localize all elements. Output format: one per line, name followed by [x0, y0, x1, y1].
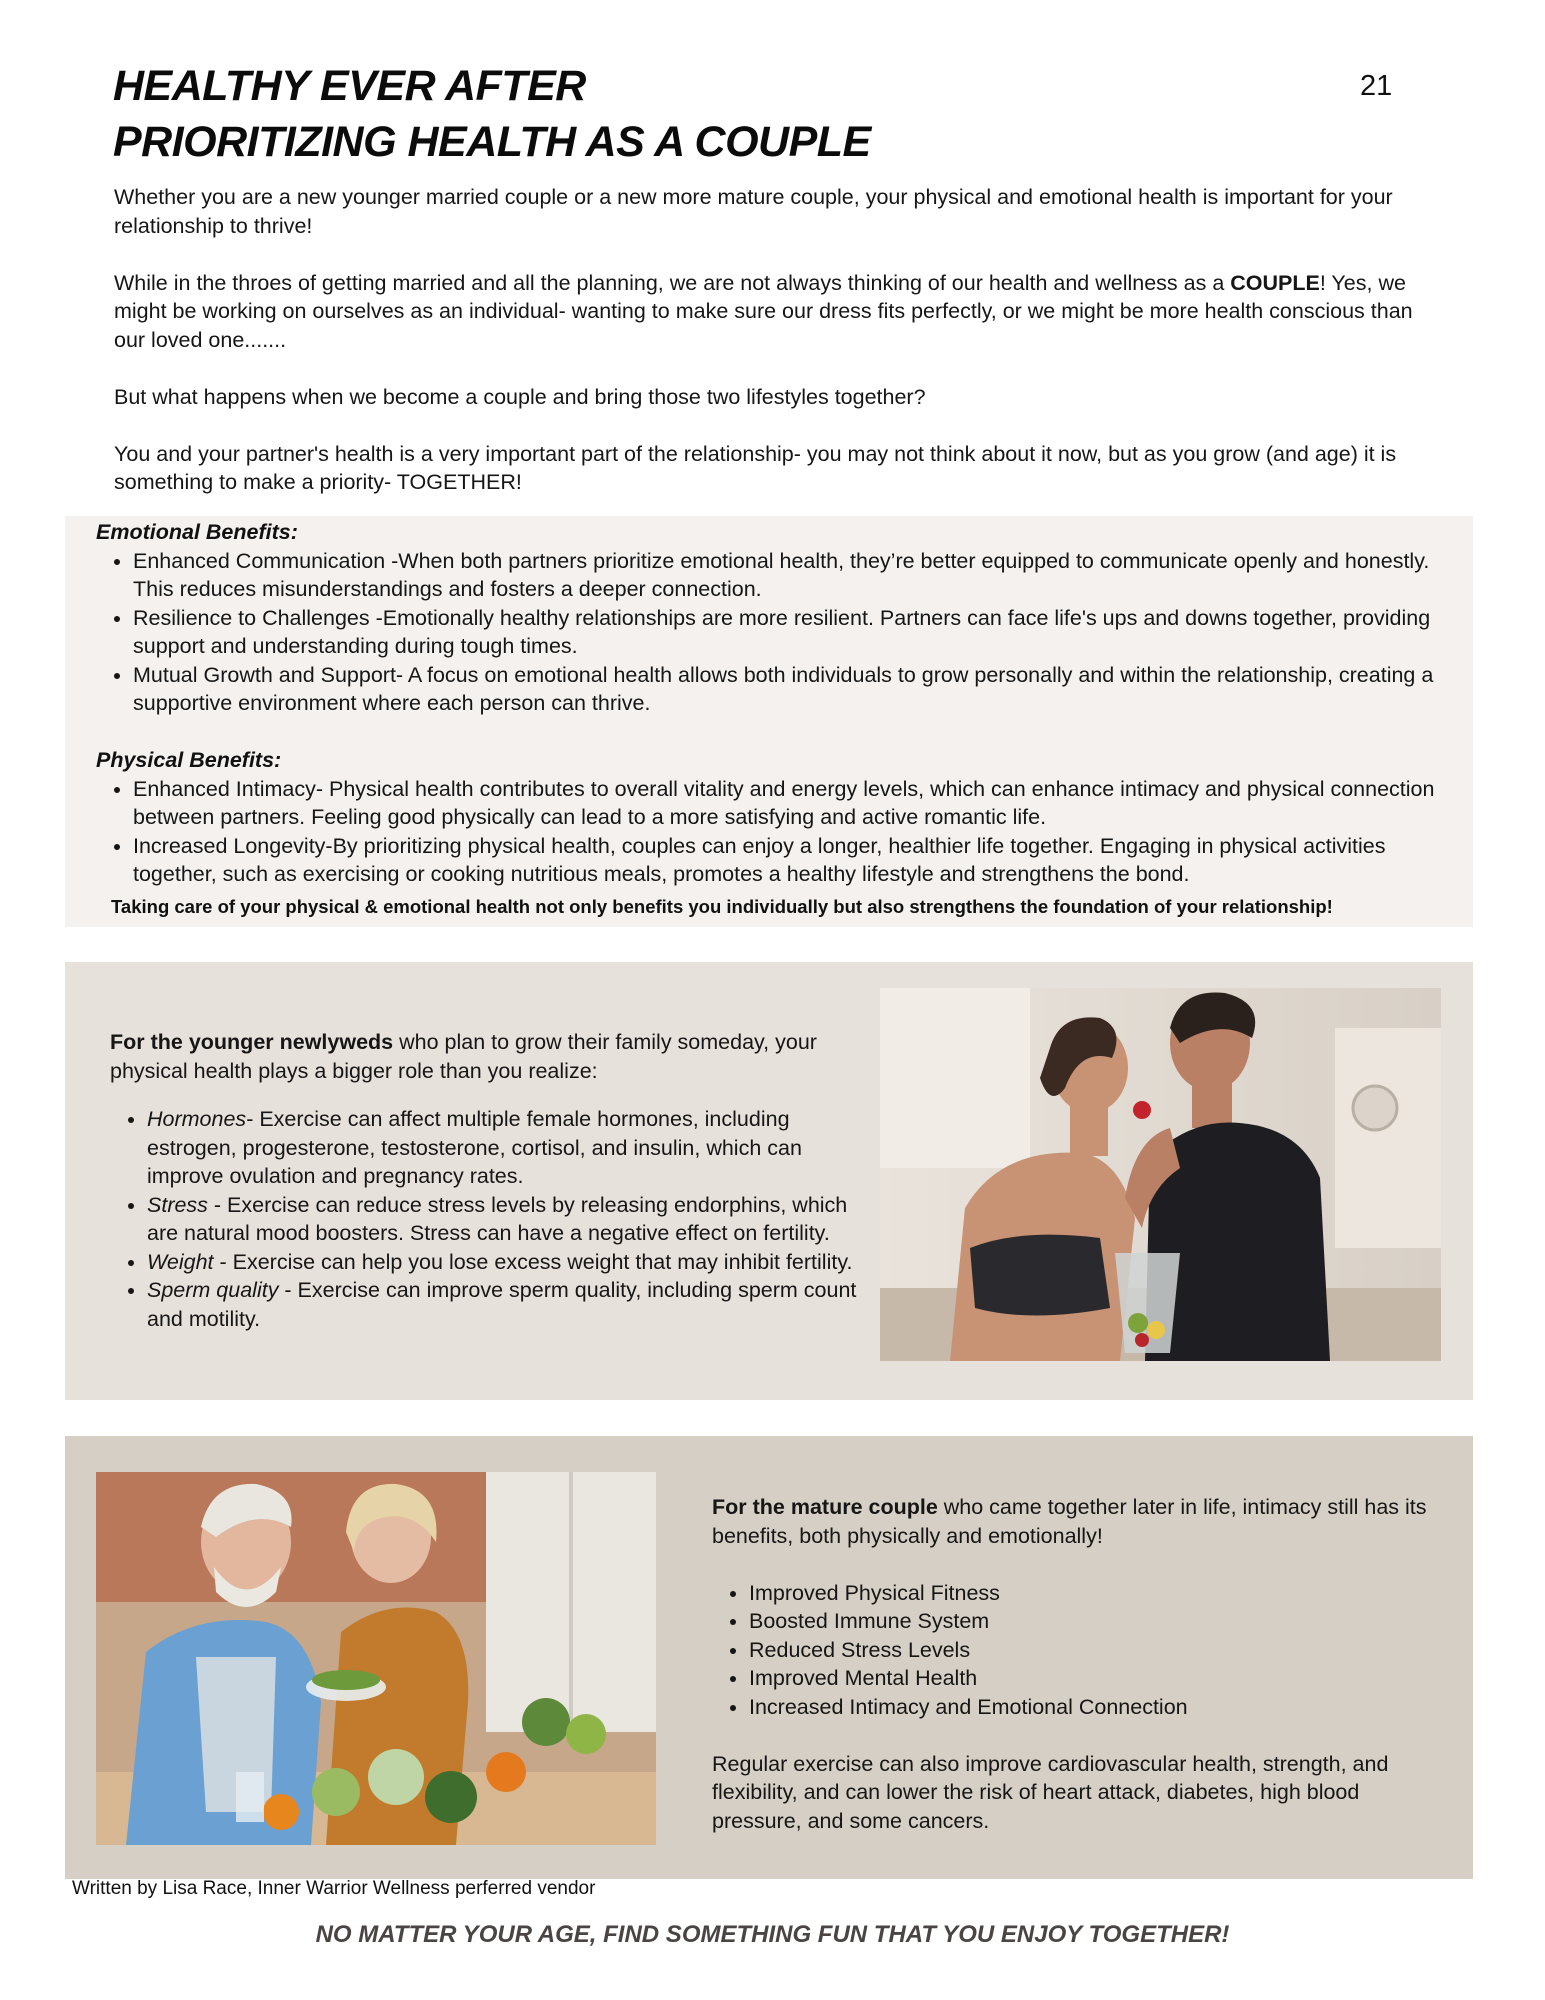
- intro-p2-bold: COUPLE: [1230, 270, 1320, 295]
- item-term: Stress: [147, 1192, 208, 1217]
- mature-outro: Regular exercise can also improve cardiovascular health, strength, and flexibility, and can lower the risk of heart attack, diabetes, high blood pressure, and some cancers.: [712, 1751, 1389, 1833]
- title-line-2: PRIORITIZING HEALTH AS A COUPLE: [113, 118, 871, 166]
- author-credit: Written by Lisa Race, Inner Warrior Wellness perferred vendor: [72, 1878, 596, 1899]
- list-item: • Boosted Immune System: [749, 1607, 1432, 1636]
- list-item: [147, 1276, 870, 1333]
- list-item: • Resilience to Challenges -Emotionally healthy relationships are more resilient. Partners can face life's ups and downs together, providing support and understanding during tough times.: [133, 604, 1470, 661]
- younger-intro-rest: who plan to grow their family someday, your physical health plays a bigger role than you realize:: [110, 1030, 817, 1083]
- item-term: Sperm quality: [147, 1278, 279, 1302]
- list-item: [147, 1248, 870, 1277]
- title-line-1: HEALTHY EVER AFTER: [113, 62, 586, 110]
- item-text: - Exercise can affect multiple female hormones, including estrogen, progesterone, testosterone, cortisol, and insulin, which can improve ovulation and pregnancy rates.: [147, 1107, 802, 1188]
- younger-intro: [110, 1028, 870, 1085]
- intro-paragraph-1: Whether you are a new younger married couple or a new more mature couple, your physical and emotional health is important for your relationship to thrive!: [114, 185, 1393, 238]
- mature-intro-bold: For the mature couple: [712, 1495, 938, 1519]
- item-text: - Exercise can reduce stress levels by releasing endorphins, which are natural mood boosters. Stress can have a negative effect on fertility.: [147, 1192, 848, 1245]
- list-item: • Increased Intimacy and Emotional Connection: [749, 1693, 1432, 1722]
- benefits-closing-statement: Taking care of your physical & emotional health not only benefits you individually but also strengthens the foundation of your relationship!: [111, 895, 1333, 917]
- list-item: [147, 1105, 870, 1191]
- closing-slogan: NO MATTER YOUR AGE, FIND SOMETHING FUN THAT YOU ENJOY TOGETHER!: [315, 1921, 1230, 1948]
- list-item: • Enhanced Communication -When both partners prioritize emotional health, they’re better equipped to communicate openly and honestly. This reduces misunderstandings and fosters a deeper connection.: [133, 547, 1470, 604]
- list-item: [147, 1191, 870, 1248]
- item-text: - Exercise can help you lose excess weight that may inhibit fertility.: [213, 1249, 853, 1274]
- item-term: Weight: [147, 1249, 214, 1274]
- mature-intro: [712, 1493, 1432, 1550]
- benefits-content: [96, 518, 1470, 920]
- intro-paragraph-3: But what happens when we become a couple and bring those two lifestyles together?: [114, 384, 926, 409]
- mature-couple-text: [712, 1493, 1432, 1835]
- younger-list: [110, 1105, 870, 1333]
- intro-p2-text: While in the throes of getting married and all the planning, we are not always thinking of our health and wellness as a: [114, 270, 1231, 295]
- list-item: • Enhanced Intimacy- Physical health contributes to overall vitality and energy levels, which can enhance intimacy and physical connection between partners. Feeling good physically can lead to a more satisfying and active romantic life.: [133, 775, 1470, 832]
- list-item: • Mutual Growth and Support- A focus on emotional health allows both individuals to grow personally and within the relationship, creating a supportive environment where each person can thrive.: [133, 661, 1470, 718]
- item-text: - Exercise can improve sperm quality, including sperm count and motility.: [147, 1278, 857, 1331]
- list-item: • Reduced Stress Levels: [749, 1636, 1432, 1665]
- mature-list: [712, 1579, 1432, 1722]
- intro-paragraph-4: You and your partner's health is a very important part of the relationship- you may not think about it now, but as you grow (and age) it is something to make a priority- TOGETHER!: [114, 441, 1397, 494]
- page-number: 21: [1360, 70, 1393, 102]
- mature-couple-photo: [96, 1472, 656, 1845]
- page-title: [113, 58, 871, 170]
- emotional-benefits-heading: Emotional Benefits:: [96, 520, 298, 544]
- intro-section: [114, 183, 1414, 497]
- younger-newlyweds-text: [110, 1028, 870, 1333]
- list-item: • Improved Physical Fitness: [749, 1579, 1432, 1608]
- list-item: • Improved Mental Health: [749, 1664, 1432, 1693]
- list-item: • Increased Longevity-By prioritizing physical health, couples can enjoy a longer, healthier life together. Engaging in physical activities together, such as exercising or cooking nutritious meals, promotes a healthy lifestyle and strengthens the bond.: [133, 832, 1470, 889]
- physical-benefits-heading: Physical Benefits:: [96, 748, 282, 772]
- physical-benefits-list: [96, 775, 1470, 889]
- intro-p2-rest: ! Yes, we might be working on ourselves as an individual- wanting to make sure our dress fits perfectly, or we might be more health conscious than our loved one.......: [114, 270, 1413, 352]
- young-couple-photo: [880, 988, 1441, 1361]
- intro-paragraph-2: [114, 269, 1414, 355]
- mature-intro-rest: who came together later in life, intimacy still has its benefits, both physically and emotionally!: [712, 1495, 1427, 1548]
- emotional-benefits-list: [96, 547, 1470, 718]
- item-term: Hormones: [147, 1107, 247, 1131]
- younger-intro-bold: For the younger newlyweds: [110, 1030, 394, 1054]
